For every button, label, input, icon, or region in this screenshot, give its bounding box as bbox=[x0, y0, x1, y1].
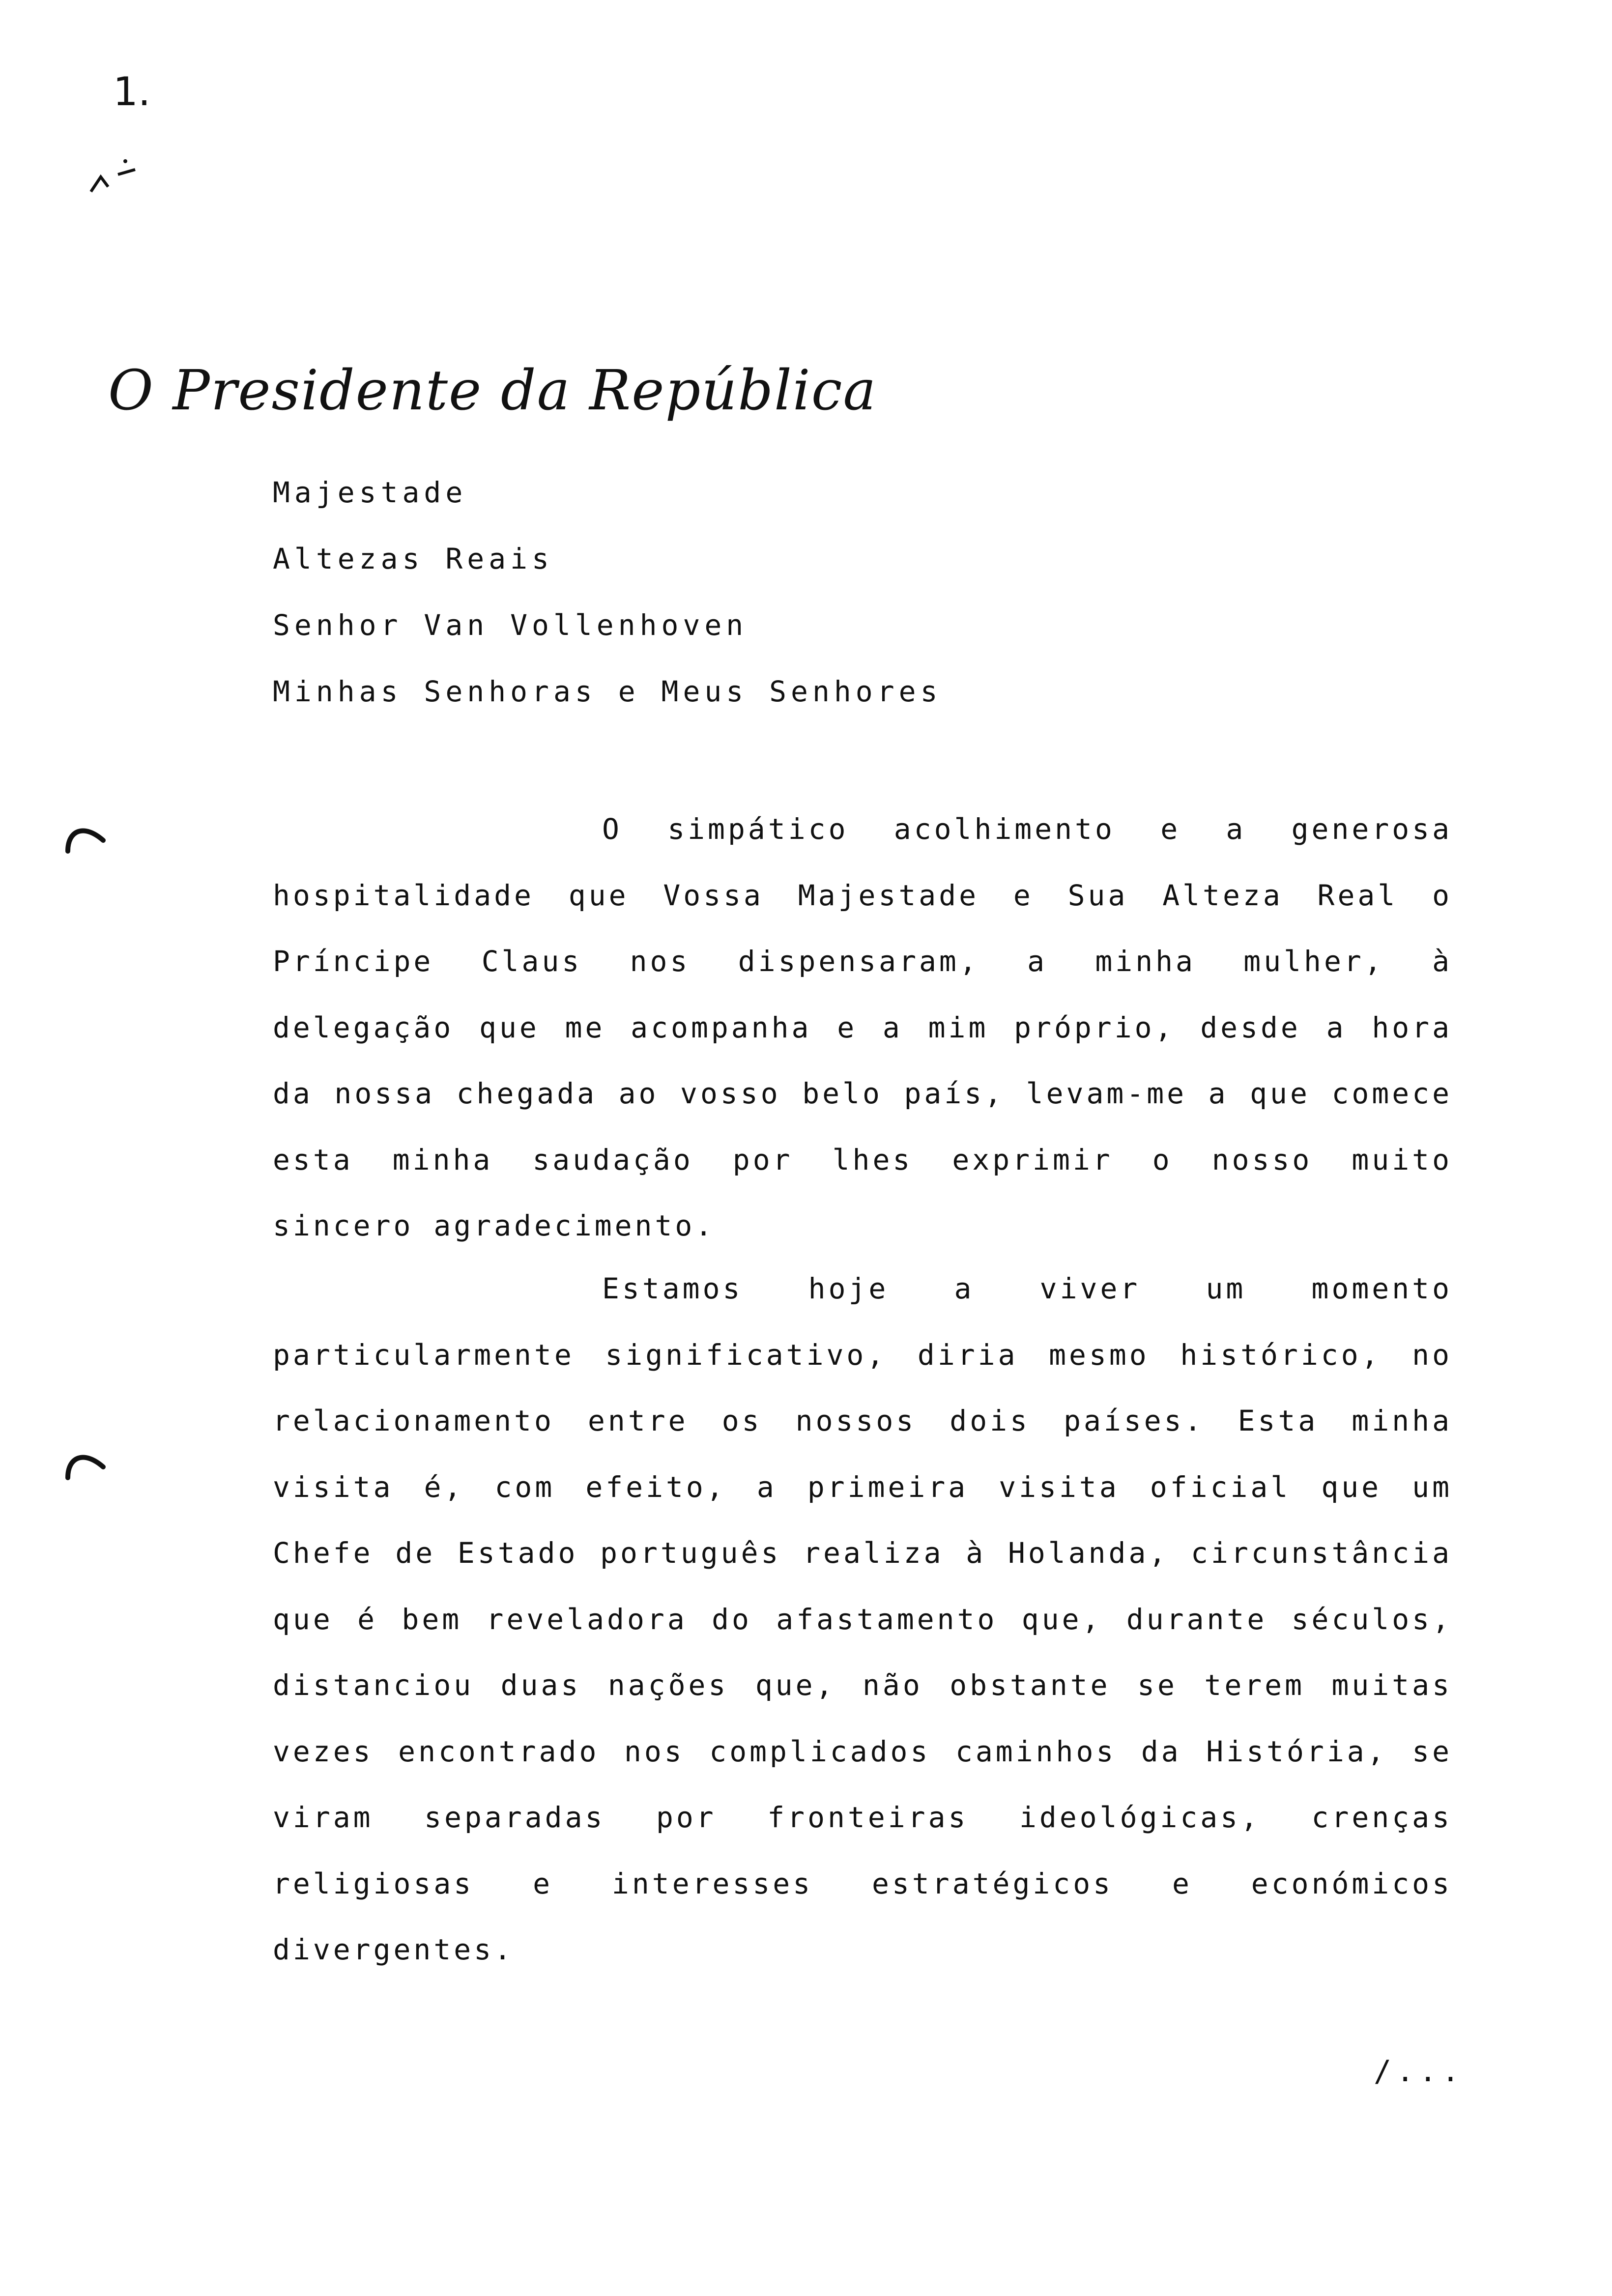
salutation-line: Altezas Reais bbox=[273, 542, 553, 575]
paragraph-bracket-icon bbox=[64, 1447, 108, 1482]
continuation-marker: /... bbox=[1374, 2054, 1465, 2089]
page-number: 1. bbox=[113, 69, 151, 115]
body-paragraph bbox=[273, 796, 1452, 1259]
letterhead-title: O Presidente da República bbox=[108, 359, 877, 423]
salutation-line: Senhor Van Vollenhoven bbox=[273, 608, 748, 642]
handwritten-mark-icon bbox=[88, 157, 143, 201]
salutation-line: Minhas Senhoras e Meus Senhores bbox=[273, 675, 942, 708]
salutation-block bbox=[273, 459, 942, 725]
salutation-line: Majestade bbox=[273, 476, 467, 509]
body-paragraph bbox=[273, 1256, 1452, 1983]
paragraph-text: Estamos hoje a viver um momento particularmente significativo, diria mesmo histórico, no relacionamento entre os nossos dois países. Esta minha visita é, com efeito, a primeira visita oficial que um Chefe de Estado português realiza à Holanda, circunstância que é bem reveladora do afastamento que, durante séculos, distanciou duas nações que, não obstante se terem muitas vezes encontrado nos complicados caminhos da História, se viram separadas por fronteiras ideológicas, crenças religiosas e interesses estratégicos e económicos divergentes. bbox=[273, 1272, 1452, 1966]
paragraph-bracket-icon bbox=[64, 821, 108, 855]
paragraph-text: O simpático acolhimento e a generosa hospitalidade que Vossa Majestade e Sua Alteza Real o Príncipe Claus nos dispensaram, a minha mulher, à delegação que me acompanha e a mim próprio, desde a hora da nossa chegada ao vosso belo país, levam-me a que comece esta minha saudação por lhes exprimir o nosso muito sincero agradecimento. bbox=[273, 812, 1452, 1242]
